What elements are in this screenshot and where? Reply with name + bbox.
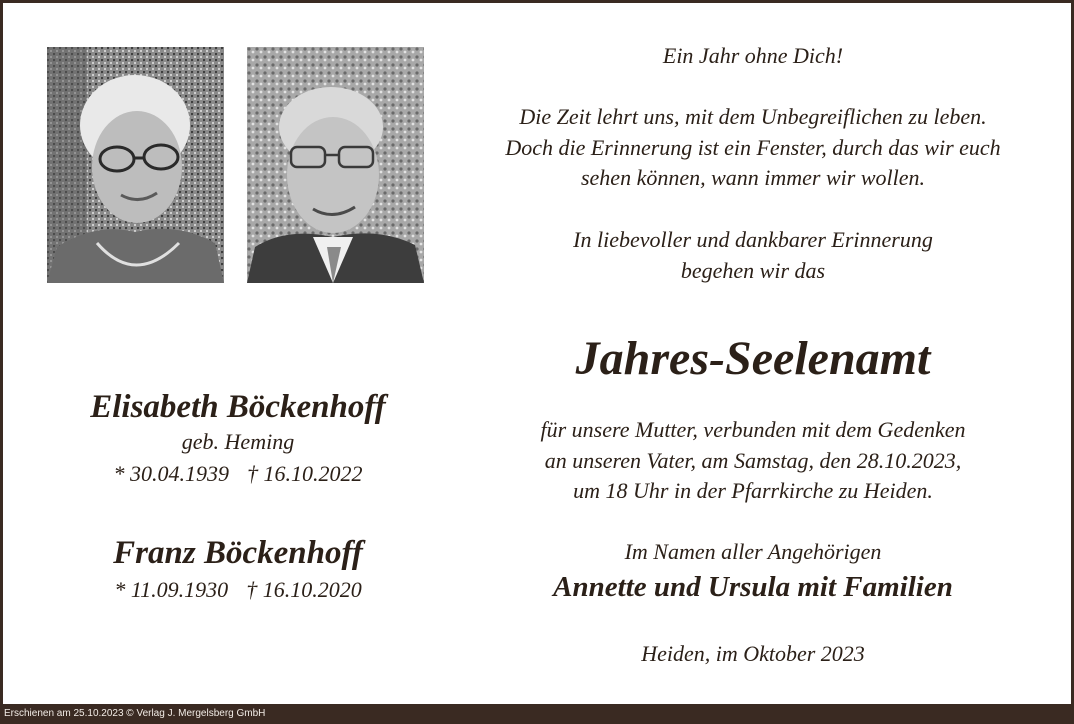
person-name: Elisabeth Böckenhoff [90, 389, 386, 425]
service-line: an unseren Vater, am Samstag, den 28.10.2023, [544, 447, 962, 473]
portrait-woman-photo [47, 47, 224, 283]
notice-title: Jahres-Seelenamt [575, 332, 931, 385]
intro-line: begehen wir das [680, 257, 826, 283]
maiden-name: geb. Heming [181, 429, 295, 454]
intro-text [473, 225, 1033, 286]
publication-footer [0, 704, 1074, 724]
person-block-elisabeth [3, 387, 473, 491]
service-line: um 18 Uhr in der Pfarrkirche zu Heiden. [573, 478, 933, 503]
intro-line: In liebevoller und dankbarer Erinnerung [573, 227, 933, 252]
life-dates [3, 457, 473, 491]
motto: Ein Jahr ohne Dich! [662, 43, 844, 68]
death-date: † 16.10.2022 [247, 461, 363, 486]
death-date: † 16.10.2020 [246, 577, 362, 602]
quote-line: Doch die Erinnerung ist ein Fenster, durch das wir euch [505, 134, 1001, 160]
portrait-man-photo [247, 47, 424, 283]
quote-line: sehen können, wann immer wir wollen. [580, 165, 926, 190]
place-date: Heiden, im Oktober 2023 [641, 641, 865, 666]
family-signature: Annette und Ursula mit Familien [553, 571, 953, 603]
person-name: Franz Böckenhoff [113, 535, 363, 571]
person-block-franz [3, 533, 473, 607]
birth-date: * 11.09.1930 [114, 577, 229, 602]
service-details [473, 415, 1033, 507]
obituary-notice [3, 3, 1071, 704]
quote [473, 102, 1033, 194]
service-line: für unsere Mutter, verbunden mit dem Gedenken [540, 417, 966, 442]
quote-line: Die Zeit lehrt uns, mit dem Unbegreiflichen zu leben. [519, 104, 987, 129]
life-dates [3, 573, 473, 607]
birth-date: * 30.04.1939 [113, 461, 229, 486]
behalf-text: Im Namen aller Angehörigen [624, 539, 882, 564]
footer-text: Erschienen am 25.10.2023 © Verlag J. Mergelsberg GmbH [4, 708, 266, 719]
